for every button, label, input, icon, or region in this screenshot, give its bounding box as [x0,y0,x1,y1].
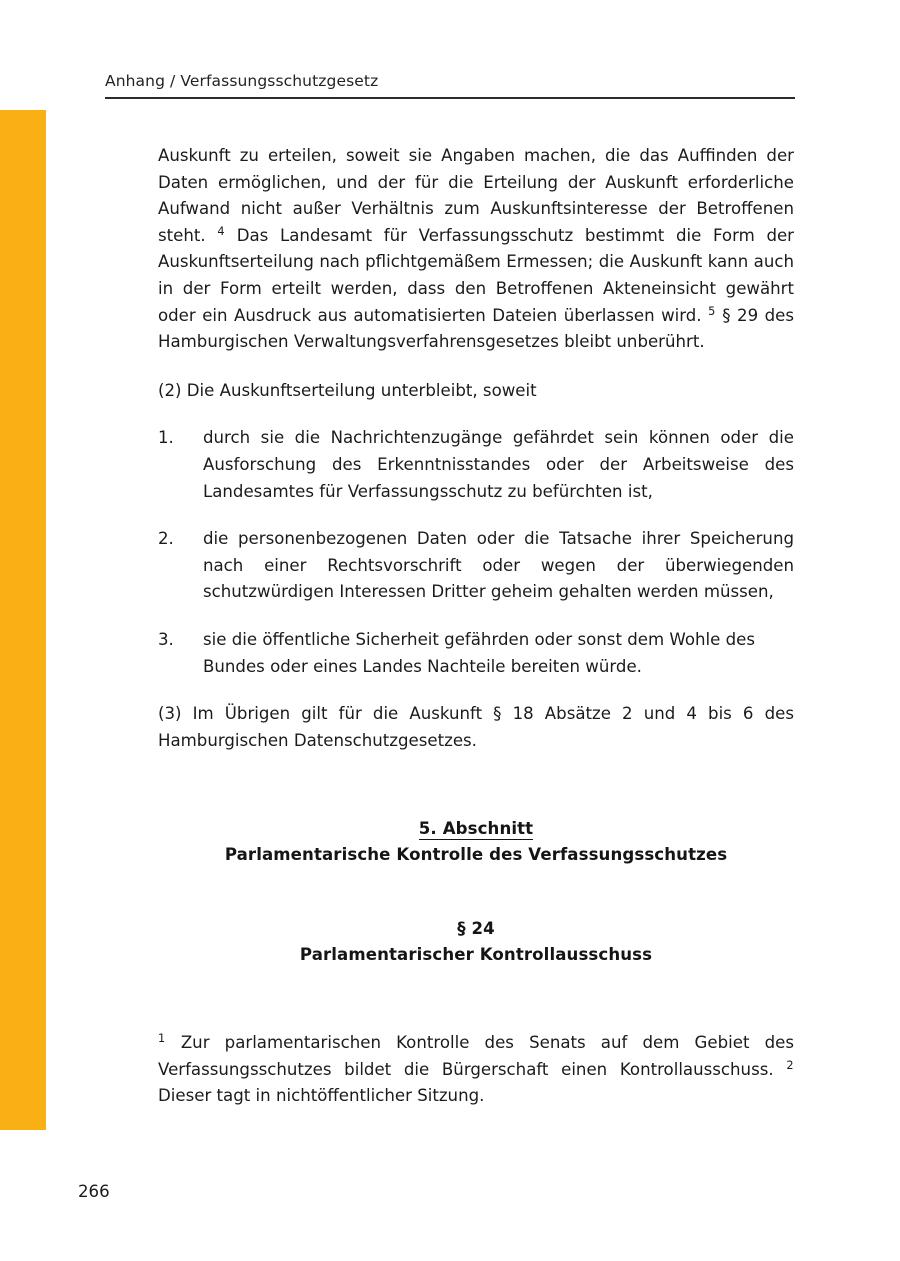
list-item [158,526,794,606]
paragraph-heading-block [158,916,794,968]
paragraph-1 [158,143,794,356]
list-item-text: die personenbezogenen Daten oder die Tatsache ihrer Speicherung nach einer Rechtsvorschrift oder wegen der überwiegenden schutzwürdigen Interessen Dritter geheim gehalten werden müssen, [203,529,794,602]
main-text-column [158,143,794,1110]
paragraph-2-intro: (2) Die Auskunftserteilung unterbleibt, soweit [158,380,537,400]
paragraph-symbol-heading: § 24 [457,919,495,939]
list-item-text: durch sie die Nachrichtenzugänge gefährdet sein können oder die Ausforschung des Erkenntnisstandes oder der Arbeitsweise des Landesamtes für Verfassungsschutz zu befürchten ist, [203,428,794,501]
paragraph-1-segment-a: Auskunft zu erteilen, soweit sie Angaben machen, die das Auffinden der Daten ermöglichen, und der für die Erteilung der Auskunft erforderliche Aufwand nicht außer Verhältnis zum Auskunftsinteresse der Betroffenen steht. [158,146,794,245]
list-item [158,627,794,680]
sentence-marker-4: 4 [217,224,225,238]
section-number-text: 5. Abschnitt [418,819,534,839]
section-title-heading: Parlamentarische Kontrolle des Verfassungsschutzes [224,845,728,865]
sentence-marker-5: 5 [708,304,716,318]
spacer [158,868,794,916]
sentence-marker-1: 1 [158,1032,166,1046]
list-item-number: 2. [158,529,174,549]
final-paragraph-segment-a: Zur parlamentarischen Kontrolle des Senats auf dem Gebiet des Verfassungsschutzes bildet die Bürgerschaft einen Kontrollausschuss. [158,1033,794,1079]
list-item [158,425,794,505]
list-item-text: sie die öffentliche Sicherheit gefährden oder sonst dem Wohle des Bundes oder eines Landes Nachteile bereiten würde. [203,629,756,676]
spacer [158,356,794,378]
spacer [158,606,794,627]
enumerated-list [158,425,794,680]
spacer [158,680,794,701]
paragraph-1-segment-b: Das Landesamt für Verfassungsschutz bestimmt die Form der Auskunftserteilung nach pflichtgemäßem Ermessen; die Auskunft kann auch in der Form erteilt werden, dass den Betroffenen Akteneinsicht gewährt oder ein Ausdruck aus automatisierten Dateien überlassen wird. [158,225,795,325]
sentence-marker-2: 2 [786,1059,794,1073]
page-number: 266 [78,1182,110,1201]
list-item-number: 3. [158,629,174,649]
spacer [158,968,794,1030]
list-item-number: 1. [158,428,174,448]
spacer [158,505,794,526]
paragraph-3: (3) Im Übrigen gilt für die Auskunft § 18 Absätze 2 und 4 bis 6 des Hamburgischen Datenschutzgesetzes. [158,704,794,750]
spacer [158,404,794,425]
paragraph-1-segment-c: § 29 des Hamburgischen Verwaltungsverfahrensgesetzes bleibt unberührt. [158,305,794,352]
header-rule [105,97,795,99]
section-heading-block [158,816,794,868]
paragraph-title-heading: Parlamentarischer Kontrollausschuss [299,945,653,965]
chapter-edge-marker [0,110,46,1130]
final-paragraph [158,1030,794,1110]
running-head: Anhang / Verfassungsschutzgesetz [105,72,379,90]
spacer [158,754,794,816]
final-paragraph-segment-b: Dieser tagt in nichtöffentlicher Sitzung. [158,1086,485,1106]
section-number-heading [158,816,794,842]
